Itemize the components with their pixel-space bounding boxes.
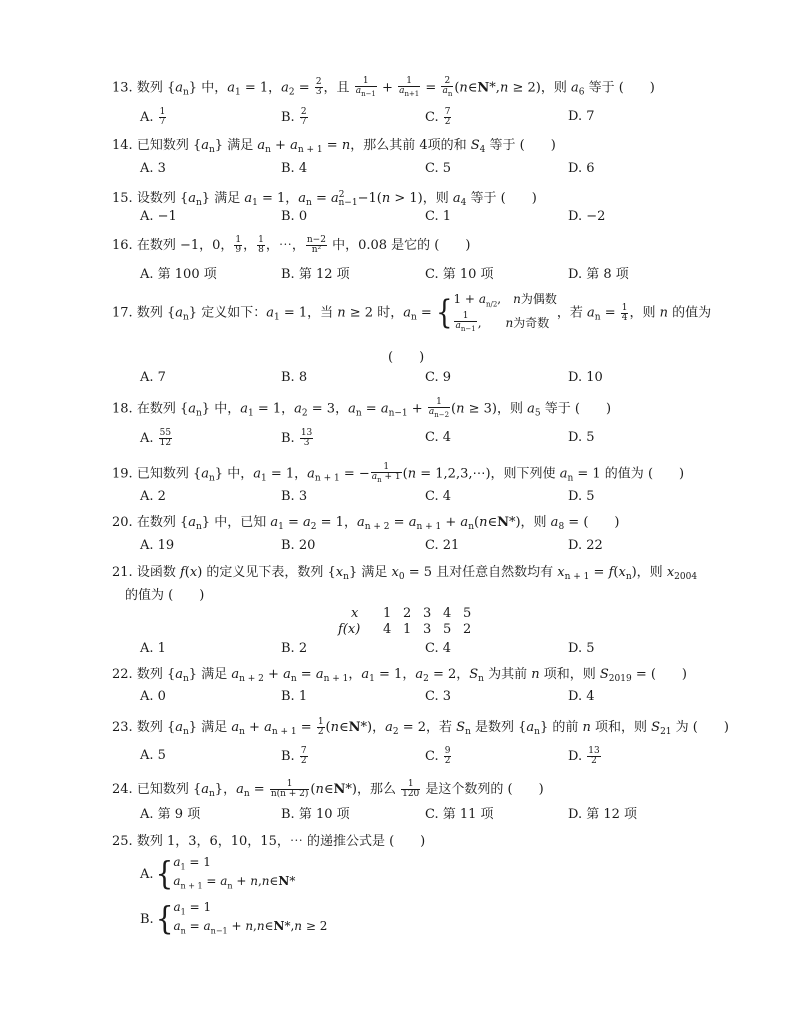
option-c[interactable]: C. 21	[425, 538, 460, 553]
table-cell: 1	[403, 622, 412, 637]
table-cell: 5	[463, 606, 472, 621]
option-b[interactable]: B. 2	[281, 641, 308, 656]
options-22	[140, 688, 700, 706]
option-d[interactable]: D. −2	[568, 209, 606, 224]
table-cell: f(x)	[338, 622, 361, 637]
option-b[interactable]: B. 3	[281, 489, 308, 504]
option-d[interactable]: D. 5	[568, 489, 595, 504]
table-cell: 3	[423, 622, 432, 637]
option-a[interactable]: A. 5	[140, 748, 166, 763]
options-18	[140, 429, 700, 447]
options-13	[140, 108, 700, 126]
question-23: 23. 数列 $\{a_n\}$ 满足 $a_n + a_{n + 1}$ = $\frac{1}{2}$ (n∈N*)，$a_2 = 2$，若 $S_n$ 是数列 $\{a_n\}$ 的前 n 项和，则 $S_{21}$ 为 ( )	[112, 717, 729, 737]
table-cell: 2	[463, 622, 472, 637]
option-c[interactable]: C. $\frac{7}{2}$	[425, 107, 451, 127]
option-d[interactable]: D. 5	[568, 430, 595, 445]
option-b[interactable]: B. 第 10 项	[281, 807, 350, 822]
answer-paren-17: ( )	[388, 350, 425, 365]
option-a[interactable]: A. $\frac{55}{12}$	[140, 428, 172, 448]
option-c[interactable]: C. 第 11 项	[425, 807, 494, 822]
table-cell: 3	[423, 606, 432, 621]
option-b[interactable]: B. $\frac{7}{2}$	[281, 746, 307, 766]
question-18: 18. 在数列 $\{a_n\}$ 中，$a_1 = 1$，$a_2 = 3$，$a_n = a_{n-1}$ + $\frac{1}{a_{n-2}}$ (n ≥ 3)，则 $a_5$ 等于 ( )	[112, 397, 612, 419]
option-d[interactable]: D. 4	[568, 689, 595, 704]
options-19	[140, 488, 700, 506]
option-b[interactable]: B. 4	[281, 161, 308, 176]
option-c[interactable]: C. 9	[425, 370, 452, 385]
option-a[interactable]: A. 第 100 项	[140, 267, 217, 282]
option-c[interactable]: C. $\frac{9}{2}$	[425, 746, 451, 766]
option-c[interactable]: C. 4	[425, 489, 452, 504]
question-24: 24. 已知数列 $\{a_n\}$，$a_n$ = $\frac{1}{n(n + 2)}$ (n∈N*)，那么 $\frac{1}{120}$ 是这个数列的 ( )	[112, 779, 544, 799]
option-a[interactable]: A. −1	[140, 209, 177, 224]
option-d[interactable]: D. 10	[568, 370, 603, 385]
option-a[interactable]: A. 1	[140, 641, 166, 656]
option-a[interactable]: A. $\frac{1}{7}$	[140, 107, 166, 127]
options-20	[140, 537, 700, 555]
option-c[interactable]: C. 4	[425, 430, 452, 445]
question-25: 25. 数列 1，3，6，10，15，⋯ 的递推公式是 ( )	[112, 834, 426, 849]
question-21: 21. 设函数 f(x) 的定义见下表，数列 $\{x_n\}$ 满足 $x_0 = 5$ 且对任意自然数均有 $x_{n + 1} = f(x_n)$，则 $x_{2004}$	[112, 565, 698, 582]
table-cell: 2	[403, 606, 412, 621]
option-c[interactable]: C. 3	[425, 689, 452, 704]
option-d[interactable]: D. 22	[568, 538, 603, 553]
options-16	[140, 266, 700, 284]
table-cell: 1	[383, 606, 392, 621]
option-b[interactable]: B. 第 12 项	[281, 267, 350, 282]
option-d[interactable]: D. 6	[568, 161, 595, 176]
option-a[interactable]: $A.\{a_1 = 1$ $a_{n + 1} = a_n$ + n,n∈N*	[140, 854, 296, 893]
question-16: 16. 在数列 −1，0， $\frac{1}{9}$ ， $\frac{1}{8}$ ，⋯， $\frac{n-2}{\text{n²}}$ 中，0.08 是它的 ( )	[112, 235, 471, 255]
option-d[interactable]: D. 第 8 项	[568, 267, 629, 282]
question-13: 13. 数列 $\{a_n\}$ 中，$a_1 = 1$，$a_2$ = $\frac{2}{3}$ ，且 $\frac{1}{a_{n-1}}$ + $\frac{1}{a_{n+1}}$ = $\frac{2}{a_n}$ (n∈N*,n ≥ 2)，则 $a_6$ 等于 ( )	[112, 76, 655, 98]
option-d[interactable]: D. $\frac{13}{2}$	[568, 746, 600, 766]
question-20: 20. 在数列 $\{a_n\}$ 中，已知 $a_1 = a_2 = 1$，$a_{n + 2} = a_{n + 1}$ + $a_n(n\in N*)$，则 $a_8$ = ( )	[112, 515, 620, 532]
table-cell: 5	[443, 622, 452, 637]
option-b[interactable]: B. 20	[281, 538, 316, 553]
question-15: 15. 设数列 $\{a_n\}$ 满足 $a_1 = 1$，$a_n = a^2_{n-1}-1(n > 1)$，则 $a_4$ 等于 ( )	[112, 190, 537, 208]
question-19: 19. 已知数列 $\{a_n\}$ 中，$a_1 = 1$，$a_{n + 1}$ = − $\frac{1}{a_n + 1}$ (n = 1,2,3,⋯)，则下列使 $a_n = 1$ 的值为 ( )	[112, 462, 685, 484]
option-c[interactable]: C. 5	[425, 161, 452, 176]
question-21-continued: 的值为 ( )	[112, 588, 205, 603]
option-c[interactable]: C. 4	[425, 641, 452, 656]
option-a[interactable]: A. 19	[140, 538, 175, 553]
option-b[interactable]: $B.\{a_1 = 1$ $a_n = a_{n-1}$ + n,n∈N*,n ≥ 2	[140, 899, 328, 938]
option-d[interactable]: D. 第 12 项	[568, 807, 638, 822]
table-cell: 4	[443, 606, 452, 621]
option-b[interactable]: B. 8	[281, 370, 308, 385]
options-15	[140, 208, 700, 226]
question-22: 22. 数列 $\{a_n\}$ 满足 $a_{n + 2} + a_n = a_{n + 1}$，$a_1 = 1$，$a_2 = 2$，$S_n$ 为其前 n 项和，则 $S_{2019}$ = ( )	[112, 667, 687, 684]
options-17	[140, 369, 700, 387]
option-a[interactable]: A. 第 9 项	[140, 807, 201, 822]
options-23	[140, 747, 700, 765]
options-24	[140, 806, 700, 824]
option-a[interactable]: A. 2	[140, 489, 166, 504]
option-d[interactable]: D. 5	[568, 641, 595, 656]
option-a[interactable]: A. 3	[140, 161, 166, 176]
option-d[interactable]: D. 7	[568, 109, 595, 124]
option-c[interactable]: C. 1	[425, 209, 452, 224]
option-a[interactable]: A. 7	[140, 370, 166, 385]
table-cell: 4	[383, 622, 392, 637]
option-b[interactable]: B. 1	[281, 689, 308, 704]
option-a[interactable]: A. 0	[140, 689, 166, 704]
option-c[interactable]: C. 第 10 项	[425, 267, 494, 282]
question-17: 17. 数列 $\{a_n\}$ 定义如下：$a_1 = 1$，当 n ≥ 2 时，$a_n = \{1 + a_{n/2}$, n为偶数 $\frac{1}{a_{n-1}}$ , n为奇数，若 $a_n$ = $\frac{1}{4}$ ，则 n 的值为	[112, 292, 712, 334]
option-b[interactable]: B. 0	[281, 209, 308, 224]
options-14	[140, 160, 700, 178]
options-21	[140, 640, 700, 658]
table-cell: x	[351, 606, 359, 621]
option-b[interactable]: B. $\frac{13}{3}$	[281, 428, 313, 448]
question-14: 14. 已知数列 $\{a_n\}$ 满足 $a_n + a_{n + 1} = n$，那么其前 4项的和 $S_4$ 等于 ( )	[112, 138, 556, 155]
option-b[interactable]: B. $\frac{2}{7}$	[281, 107, 307, 127]
